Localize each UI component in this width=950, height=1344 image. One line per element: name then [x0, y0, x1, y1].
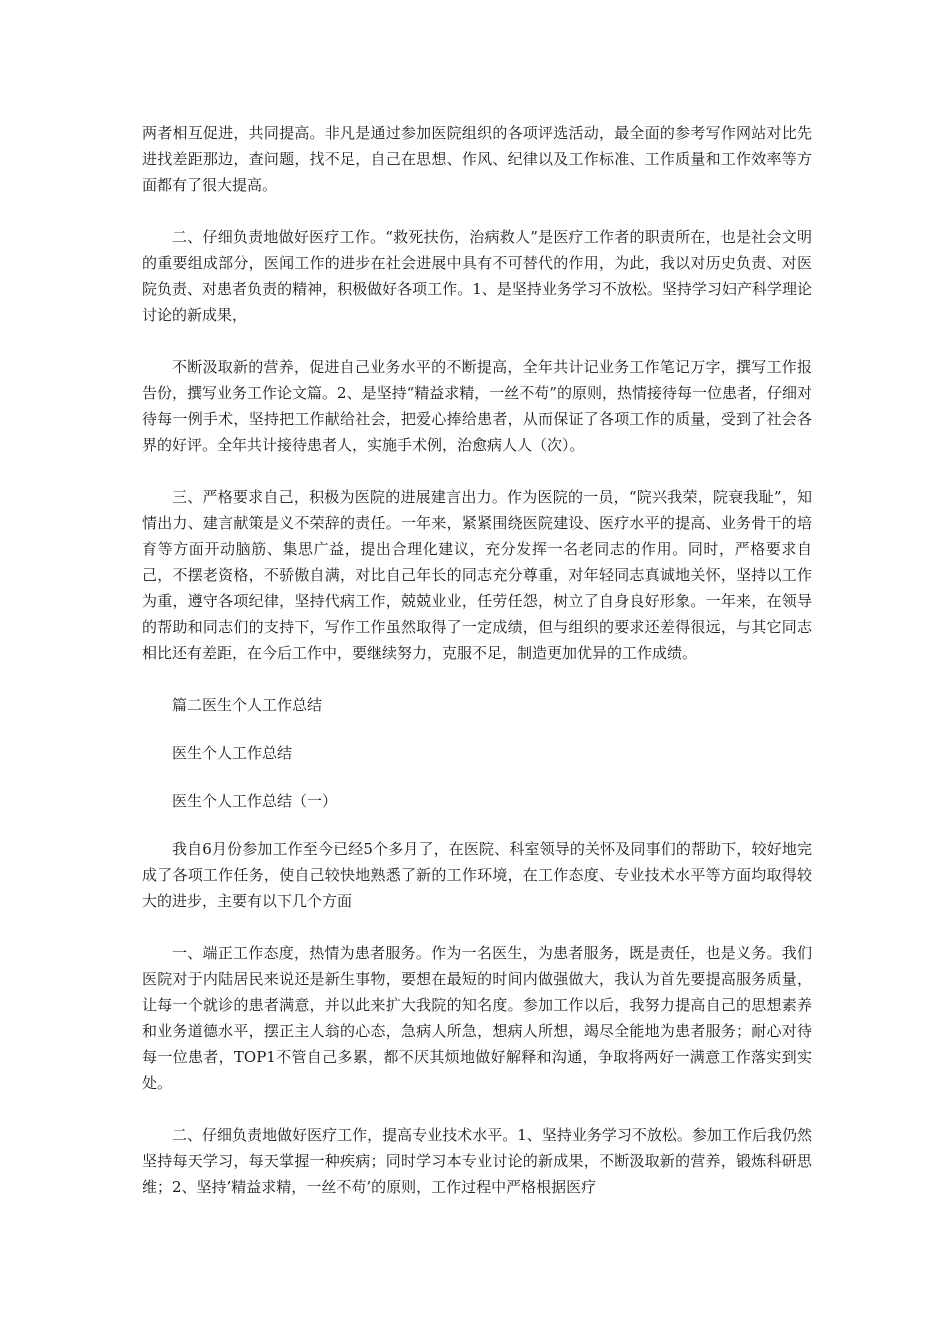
paragraph: 二、仔细负责地做好医疗工作，提高专业技术水平。1、坚持业务学习不放松。参加工作后我仍然坚持每天学习，每天掌握一种疾病；同时学习本专业讨论的新成果，不断汲取新的营养，锻炼科研思维；2、坚持’精益求精，一丝不苟’的原则，工作过程中严格根据医疗 — [142, 1126, 812, 1196]
paragraph: 不断汲取新的营养，促进自己业务水平的不断提高，全年共计记业务工作笔记万字，撰写工作报告份，撰写业务工作论文篇。2、是坚持“精益求精，一丝不苟”的原则，热情接待每一位患者，仔细对待每一例手术，坚持把工作献给社会，把爱心捧给患者，从而保证了各项工作的质量，受到了社会各界的好评。全年共计接待患者人，实施手术例，治愈病人人（次）。 — [142, 358, 812, 454]
paragraph: 三、严格要求自己，积极为医院的进展建言出力。作为医院的一员，“院兴我荣，院衰我耻”，知情出力、建言献策是义不荣辞的责任。一年来，紧紧围绕医院建设、医疗水平的提高、业务骨干的培育等方面开动脑筋、集思广益，提出合理化建议，充分发挥一名老同志的作用。同时，严格要求自己，不摆老资格，不骄傲自满，对比自己年长的同志充分尊重，对年轻同志真诚地关怀，坚持以工作为重，遵守各项纪律，坚持代病工作，兢兢业业，任劳任怨，树立了自身良好形象。一年来，在领导的帮助和同志们的支持下，写作工作虽然取得了一定成绩，但与组织的要求还差得很远，与其它同志相比还有差距，在今后工作中，要继续努力，克服不足，制造更加优异的工作成绩。 — [142, 488, 812, 662]
document-body — [142, 120, 812, 1226]
section-heading: 篇二医生个人工作总结 — [172, 696, 323, 714]
section-subheading: 医生个人工作总结 — [172, 744, 293, 762]
section-subheading: 医生个人工作总结（一） — [172, 792, 338, 810]
paragraph: 一、端正工作态度，热情为患者服务。作为一名医生，为患者服务，既是责任，也是义务。我们医院对于内陆居民来说还是新生事物，要想在最短的时间内做强做大，我认为首先要提高服务质量，让每一个就诊的患者满意，并以此来扩大我院的知名度。参加工作以后，我努力提高自己的思想素养和业务道德水平，摆正主人翁的心态，急病人所急，想病人所想，竭尽全能地为患者服务；耐心对待每一位患者，TOP1不管自己多累，都不厌其烦地做好解释和沟通，争取将两好一满意工作落实到实处。 — [142, 944, 812, 1092]
paragraph: 两者相互促进，共同提高。非凡是通过参加医院组织的各项评选活动，最全面的参考写作网站对比先进找差距那边，查问题，找不足，自己在思想、作风、纪律以及工作标准、工作质量和工作效率等方面都有了很大提高。 — [142, 124, 812, 194]
paragraph: 二、仔细负责地做好医疗工作。“救死扶伤，治病救人”是医疗工作者的职责所在，也是社会文明的重要组成部分，医闻工作的进步在社会进展中具有不可替代的作用，为此，我以对历史负责、对医院负责、对患者负责的精神，积极做好各项工作。1、是坚持业务学习不放松。坚持学习妇产科学理论讨论的新成果， — [142, 228, 812, 324]
paragraph: 我自6月份参加工作至今已经5个多月了，在医院、科室领导的关怀及同事们的帮助下，较好地完成了各项工作任务，使自己较快地熟悉了新的工作环境，在工作态度、专业技术水平等方面均取得较大的进步，主要有以下几个方面 — [142, 840, 812, 910]
